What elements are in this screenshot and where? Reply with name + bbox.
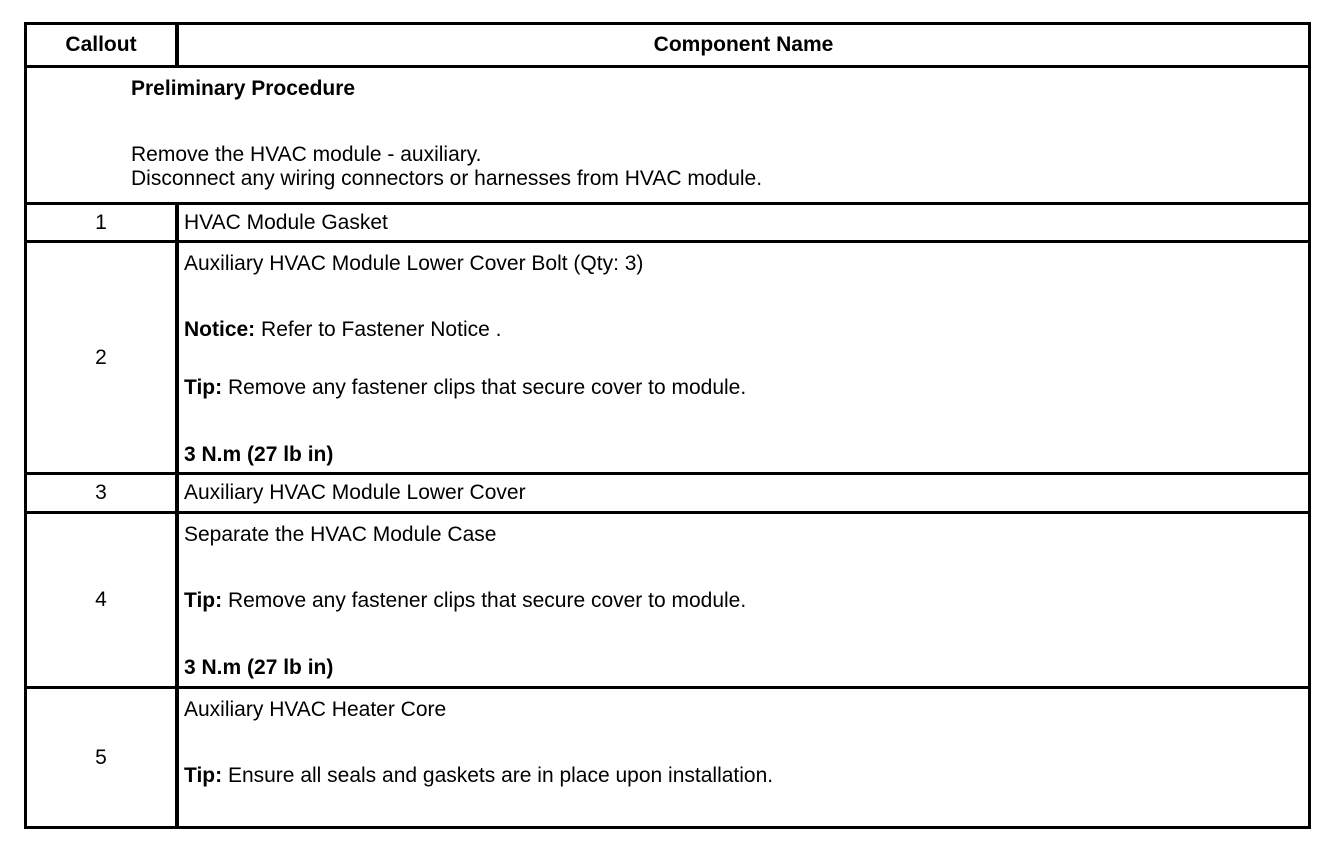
callout-cell: 3	[27, 475, 179, 511]
torque-spec: 3 N.m (27 lb in)	[184, 443, 334, 466]
preliminary-procedure-row	[27, 65, 1308, 202]
tip-label: Tip:	[184, 589, 223, 612]
preliminary-step: Disconnect any wiring connectors or harnesses from HVAC module.	[131, 167, 763, 190]
procedure-table	[24, 22, 1311, 829]
tip-label: Tip:	[184, 764, 223, 787]
component-name-cell: Auxiliary HVAC Module Lower Cover	[184, 481, 526, 504]
notice-text: Refer to Fastener Notice .	[255, 318, 502, 341]
tip-line	[184, 764, 1308, 788]
tip-text: Remove any fastener clips that secure cover to module.	[222, 376, 747, 399]
component-name-cell: HVAC Module Gasket	[184, 210, 388, 234]
tip-line	[184, 376, 1308, 400]
callout-header: Callout	[27, 25, 179, 65]
preliminary-step: Remove the HVAC module - auxiliary.	[131, 143, 482, 166]
callout-cell: 1	[27, 205, 179, 240]
table-header-row	[27, 25, 1308, 65]
callout-cell: 2	[27, 243, 179, 472]
table-row	[27, 472, 1308, 511]
table-row	[27, 511, 1308, 686]
component-name-cell: Auxiliary HVAC Heater Core	[184, 698, 447, 721]
callout-cell: 5	[27, 689, 179, 826]
tip-line	[184, 589, 1308, 613]
table-row	[27, 686, 1308, 826]
torque-spec: 3 N.m (27 lb in)	[184, 656, 334, 679]
table-row	[27, 202, 1308, 240]
notice-label: Notice:	[184, 318, 256, 341]
component-name-cell: Separate the HVAC Module Case	[184, 523, 497, 546]
preliminary-procedure-title: Preliminary Procedure	[131, 77, 356, 100]
tip-text: Remove any fastener clips that secure cover to module.	[222, 589, 747, 612]
tip-label: Tip:	[184, 376, 223, 399]
component-name-header: Component Name	[653, 33, 834, 56]
component-name-cell: Auxiliary HVAC Module Lower Cover Bolt (Qty: 3)	[184, 252, 644, 275]
callout-cell: 4	[27, 514, 179, 686]
table-row	[27, 240, 1308, 472]
tip-text: Ensure all seals and gaskets are in place upon installation.	[222, 764, 774, 787]
notice-line	[184, 318, 1308, 342]
